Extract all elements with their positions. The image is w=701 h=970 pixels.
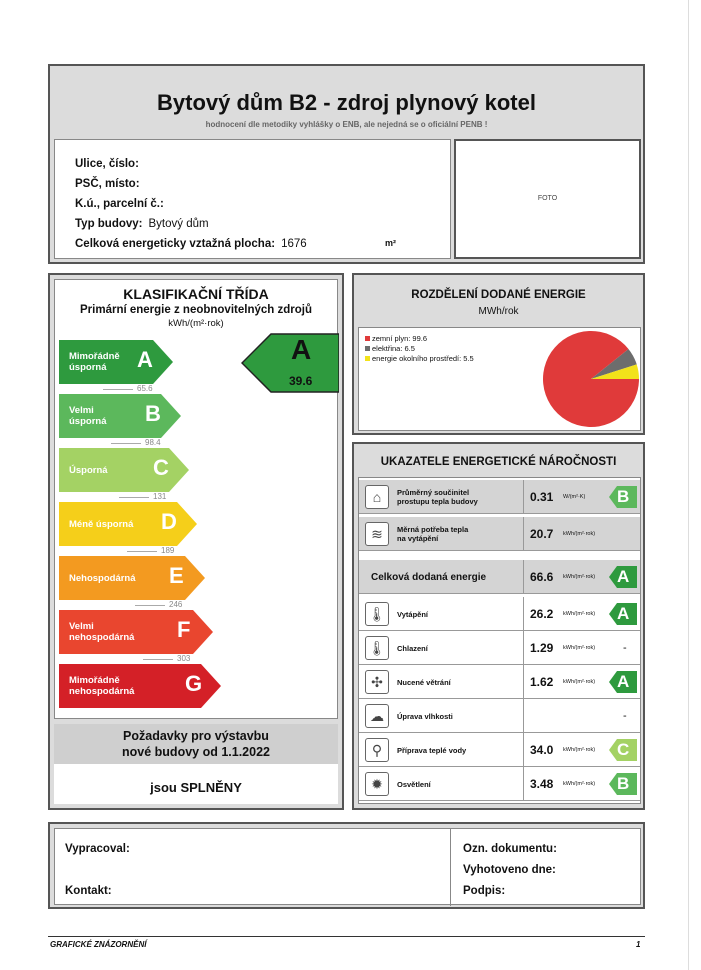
contact-label: Kontakt: bbox=[65, 885, 112, 897]
house-icon: ⌂ bbox=[365, 485, 389, 509]
lightbulb-icon: ✹ bbox=[365, 772, 389, 796]
threshold-line bbox=[135, 605, 165, 606]
badge-dash: - bbox=[623, 710, 627, 722]
class-bar-a bbox=[59, 340, 175, 384]
indicator-value: 26.2 bbox=[523, 597, 565, 631]
class-letter: A bbox=[137, 347, 153, 372]
field-cadastre bbox=[75, 198, 170, 210]
class-letter: F bbox=[177, 617, 191, 642]
field-building-type bbox=[75, 218, 209, 230]
indicator-label bbox=[397, 767, 431, 801]
requirement-line2: nové budovy od 1.1.2022 bbox=[122, 745, 270, 759]
distribution-chart bbox=[358, 327, 641, 431]
legend-label: energie okolního prostředí: 5.5 bbox=[372, 354, 474, 363]
badge-letter: B bbox=[617, 487, 630, 506]
threshold-value: 65.6 bbox=[137, 384, 153, 393]
class-badge bbox=[609, 486, 637, 508]
legend-swatch bbox=[365, 356, 370, 361]
result-letter: A bbox=[291, 334, 312, 365]
indicators-box bbox=[352, 442, 645, 810]
threshold-line bbox=[127, 551, 157, 552]
indicator-label-line1: Úprava vlhkosti bbox=[397, 711, 453, 721]
class-badge bbox=[609, 671, 637, 693]
signature-label: Podpis: bbox=[463, 885, 506, 897]
indicator-row bbox=[359, 560, 640, 594]
indicator-label bbox=[371, 560, 486, 594]
indicator-unit: kWh/(m²·rok) bbox=[563, 574, 596, 580]
threshold-line bbox=[119, 497, 149, 498]
indicator-unit: W/(m²·K) bbox=[563, 494, 586, 500]
indicator-label bbox=[397, 665, 451, 699]
class-label-line1: Méně úsporná bbox=[69, 518, 134, 530]
legend-swatch bbox=[365, 336, 370, 341]
class-letter: D bbox=[161, 509, 177, 534]
indicator-unit: kWh/(m²·rok) bbox=[563, 747, 596, 753]
indicators-table bbox=[358, 477, 641, 804]
class-label bbox=[69, 556, 136, 600]
indicator-label bbox=[397, 631, 428, 665]
class-label-line1: Úsporná bbox=[69, 464, 108, 476]
faucet-icon: ⚲ bbox=[365, 738, 389, 762]
indicator-label-line1: Celková dodaná energie bbox=[371, 571, 487, 583]
badge-letter: B bbox=[617, 774, 630, 793]
class-label bbox=[69, 664, 134, 708]
distribution-title: ROZDĚLENÍ DODANÉ ENERGIE bbox=[411, 289, 586, 301]
class-bar-g bbox=[59, 664, 223, 708]
field-value: Bytový dům bbox=[148, 218, 209, 230]
indicator-label bbox=[397, 733, 466, 767]
classification-unit: kWh/(m²·rok) bbox=[168, 318, 224, 329]
legend-item bbox=[365, 344, 415, 353]
field-label: Typ budovy: bbox=[75, 218, 143, 230]
class-label bbox=[69, 394, 106, 438]
requirement-result: jsou SPLNĚNY bbox=[54, 764, 338, 804]
indicator-label bbox=[397, 699, 453, 733]
result-indicator bbox=[241, 333, 339, 393]
class-bar-b bbox=[59, 394, 183, 438]
classification-box bbox=[48, 273, 344, 810]
legend-swatch bbox=[365, 346, 370, 351]
indicator-unit: kWh/(m²·rok) bbox=[563, 645, 596, 651]
indicator-value bbox=[523, 699, 565, 733]
class-label-line1: Nehospodárná bbox=[69, 572, 136, 584]
badge-letter: A bbox=[617, 567, 630, 586]
footer-box bbox=[48, 822, 645, 909]
energy-distribution-box bbox=[352, 273, 645, 435]
classification-subtitle: Primární energie z neobnovitelných zdrojů bbox=[80, 304, 312, 316]
result-value: 39.6 bbox=[289, 374, 313, 388]
indicator-value: 3.48 bbox=[523, 767, 565, 801]
indicator-label-line2: prostupu tepla budovy bbox=[397, 497, 478, 506]
class-label-line2: úsporná bbox=[69, 416, 107, 427]
indicator-row bbox=[359, 631, 640, 665]
thermometer-plus-icon: 🌡 bbox=[365, 602, 389, 626]
class-label-line1: Mimořádně bbox=[69, 351, 120, 362]
indicator-label-line1: Průměrný součinitel bbox=[397, 488, 470, 497]
threshold-line bbox=[143, 659, 173, 660]
building-info bbox=[54, 139, 451, 259]
humidity-icon: ☁ bbox=[365, 704, 389, 728]
page-edge bbox=[688, 0, 689, 970]
indicator-row bbox=[359, 480, 640, 514]
photo-placeholder bbox=[454, 139, 641, 259]
doc-id-label: Ozn. dokumentu: bbox=[463, 843, 557, 855]
fan-icon: ✣ bbox=[365, 670, 389, 694]
indicator-value: 1.62 bbox=[523, 665, 565, 699]
class-letter: G bbox=[185, 671, 203, 696]
page-title: Bytový dům B2 - zdroj plynový kotel bbox=[157, 90, 536, 115]
prepared-by-label: Vypracoval: bbox=[65, 843, 130, 855]
pie-slice bbox=[543, 331, 639, 427]
indicator-label-line1: Nucené větrání bbox=[397, 677, 451, 687]
class-badge bbox=[609, 603, 637, 625]
class-label-line1: Velmi bbox=[69, 621, 94, 632]
class-label-line2: nehospodárná bbox=[69, 632, 135, 643]
class-label-line1: Velmi bbox=[69, 405, 94, 416]
distribution-unit: MWh/rok bbox=[478, 306, 519, 317]
class-label-line2: nehospodárná bbox=[69, 686, 135, 697]
field-label: Ulice, číslo: bbox=[75, 158, 139, 170]
classification-title: KLASIFIKAČNÍ TŘÍDA bbox=[123, 286, 269, 302]
header-box bbox=[48, 64, 645, 264]
indicator-value: 20.7 bbox=[523, 517, 565, 551]
class-bar-c bbox=[59, 448, 191, 492]
threshold-value: 131 bbox=[153, 492, 167, 501]
class-label bbox=[69, 340, 120, 384]
class-badge bbox=[609, 566, 637, 588]
indicator-unit: kWh/(m²·rok) bbox=[563, 781, 596, 787]
indicator-label-line2: na vytápění bbox=[397, 534, 439, 543]
legend-item bbox=[365, 354, 474, 363]
indicator-label bbox=[397, 480, 478, 514]
class-label bbox=[69, 502, 133, 546]
indicator-unit: kWh/(m²·rok) bbox=[563, 679, 596, 685]
requirement-box bbox=[54, 724, 338, 764]
class-label bbox=[69, 448, 108, 492]
threshold-value: 189 bbox=[161, 546, 175, 555]
field-street bbox=[75, 158, 145, 170]
class-letter: B bbox=[145, 401, 161, 426]
field-value: 1676 bbox=[281, 238, 307, 250]
class-bar-f bbox=[59, 610, 215, 654]
indicator-row bbox=[359, 665, 640, 699]
indicator-label-line1: Měrná potřeba tepla bbox=[397, 525, 469, 534]
requirement-line1: Požadavky pro výstavbu bbox=[123, 729, 269, 743]
page-subtitle: hodnocení dle metodiky vyhlášky o ENB, ale nejedná se o oficiální PENB ! bbox=[205, 120, 488, 129]
photo-label: FOTO bbox=[537, 195, 558, 202]
indicator-row bbox=[359, 597, 640, 631]
indicator-value: 34.0 bbox=[523, 733, 565, 767]
class-letter: C bbox=[153, 455, 169, 480]
field-area bbox=[75, 238, 307, 250]
indicator-value: 66.6 bbox=[523, 560, 565, 594]
indicator-label-line1: Příprava teplé vody bbox=[397, 745, 467, 755]
threshold-value: 98.4 bbox=[145, 438, 161, 447]
indicator-unit: kWh/(m²·rok) bbox=[563, 611, 596, 617]
footer-divider bbox=[450, 829, 451, 906]
page-number: 1 bbox=[636, 940, 641, 949]
class-badge bbox=[609, 773, 637, 795]
threshold-line bbox=[111, 443, 141, 444]
indicator-row bbox=[359, 699, 640, 733]
class-label-line2: úsporná bbox=[69, 362, 107, 373]
footer-inner bbox=[54, 828, 641, 905]
badge-letter: C bbox=[617, 740, 630, 759]
threshold-value: 303 bbox=[177, 654, 191, 663]
class-badge bbox=[609, 739, 637, 761]
classification-scale bbox=[54, 279, 338, 719]
pie-chart bbox=[541, 329, 641, 429]
indicator-label-line1: Vytápění bbox=[397, 609, 428, 619]
legend-label: zemní plyn: 99.6 bbox=[372, 334, 428, 343]
indicator-unit: kWh/(m²·rok) bbox=[563, 531, 596, 537]
indicator-row bbox=[359, 517, 640, 551]
field-label: PSČ, místo: bbox=[75, 178, 140, 190]
badge-dash: - bbox=[623, 642, 627, 654]
class-letter: E bbox=[169, 563, 184, 588]
indicator-value: 1.29 bbox=[523, 631, 565, 665]
indicators-title: UKAZATELE ENERGETICKÉ NÁROČNOSTI bbox=[380, 456, 617, 468]
class-bar-d bbox=[59, 502, 199, 546]
field-zip bbox=[75, 178, 146, 190]
badge-letter: A bbox=[617, 672, 630, 691]
class-label-line1: Mimořádně bbox=[69, 675, 120, 686]
section-label: GRAFICKÉ ZNÁZORNĚNÍ bbox=[50, 940, 147, 949]
indicator-row bbox=[359, 767, 640, 801]
indicator-label bbox=[397, 597, 428, 631]
threshold-line bbox=[103, 389, 133, 390]
indicator-row bbox=[359, 733, 640, 767]
class-bar-e bbox=[59, 556, 207, 600]
field-label: Celková energeticky vztažná plocha: bbox=[75, 238, 276, 250]
field-label: K.ú., parcelní č.: bbox=[75, 198, 164, 210]
indicator-value: 0.31 bbox=[523, 480, 565, 514]
threshold-value: 246 bbox=[169, 600, 183, 609]
badge-letter: A bbox=[617, 604, 630, 623]
legend-label: elektřina: 6.5 bbox=[372, 344, 415, 353]
class-label bbox=[69, 610, 134, 654]
created-label: Vyhotoveno dne: bbox=[463, 864, 556, 876]
indicator-label bbox=[397, 517, 468, 551]
area-unit: m² bbox=[385, 238, 396, 248]
radiator-icon: ≋ bbox=[365, 522, 389, 546]
bottom-rule bbox=[48, 936, 645, 937]
indicator-label-line1: Osvětlení bbox=[397, 779, 431, 789]
legend-item bbox=[365, 334, 427, 343]
indicator-label-line1: Chlazení bbox=[397, 643, 428, 653]
thermometer-minus-icon: 🌡 bbox=[365, 636, 389, 660]
